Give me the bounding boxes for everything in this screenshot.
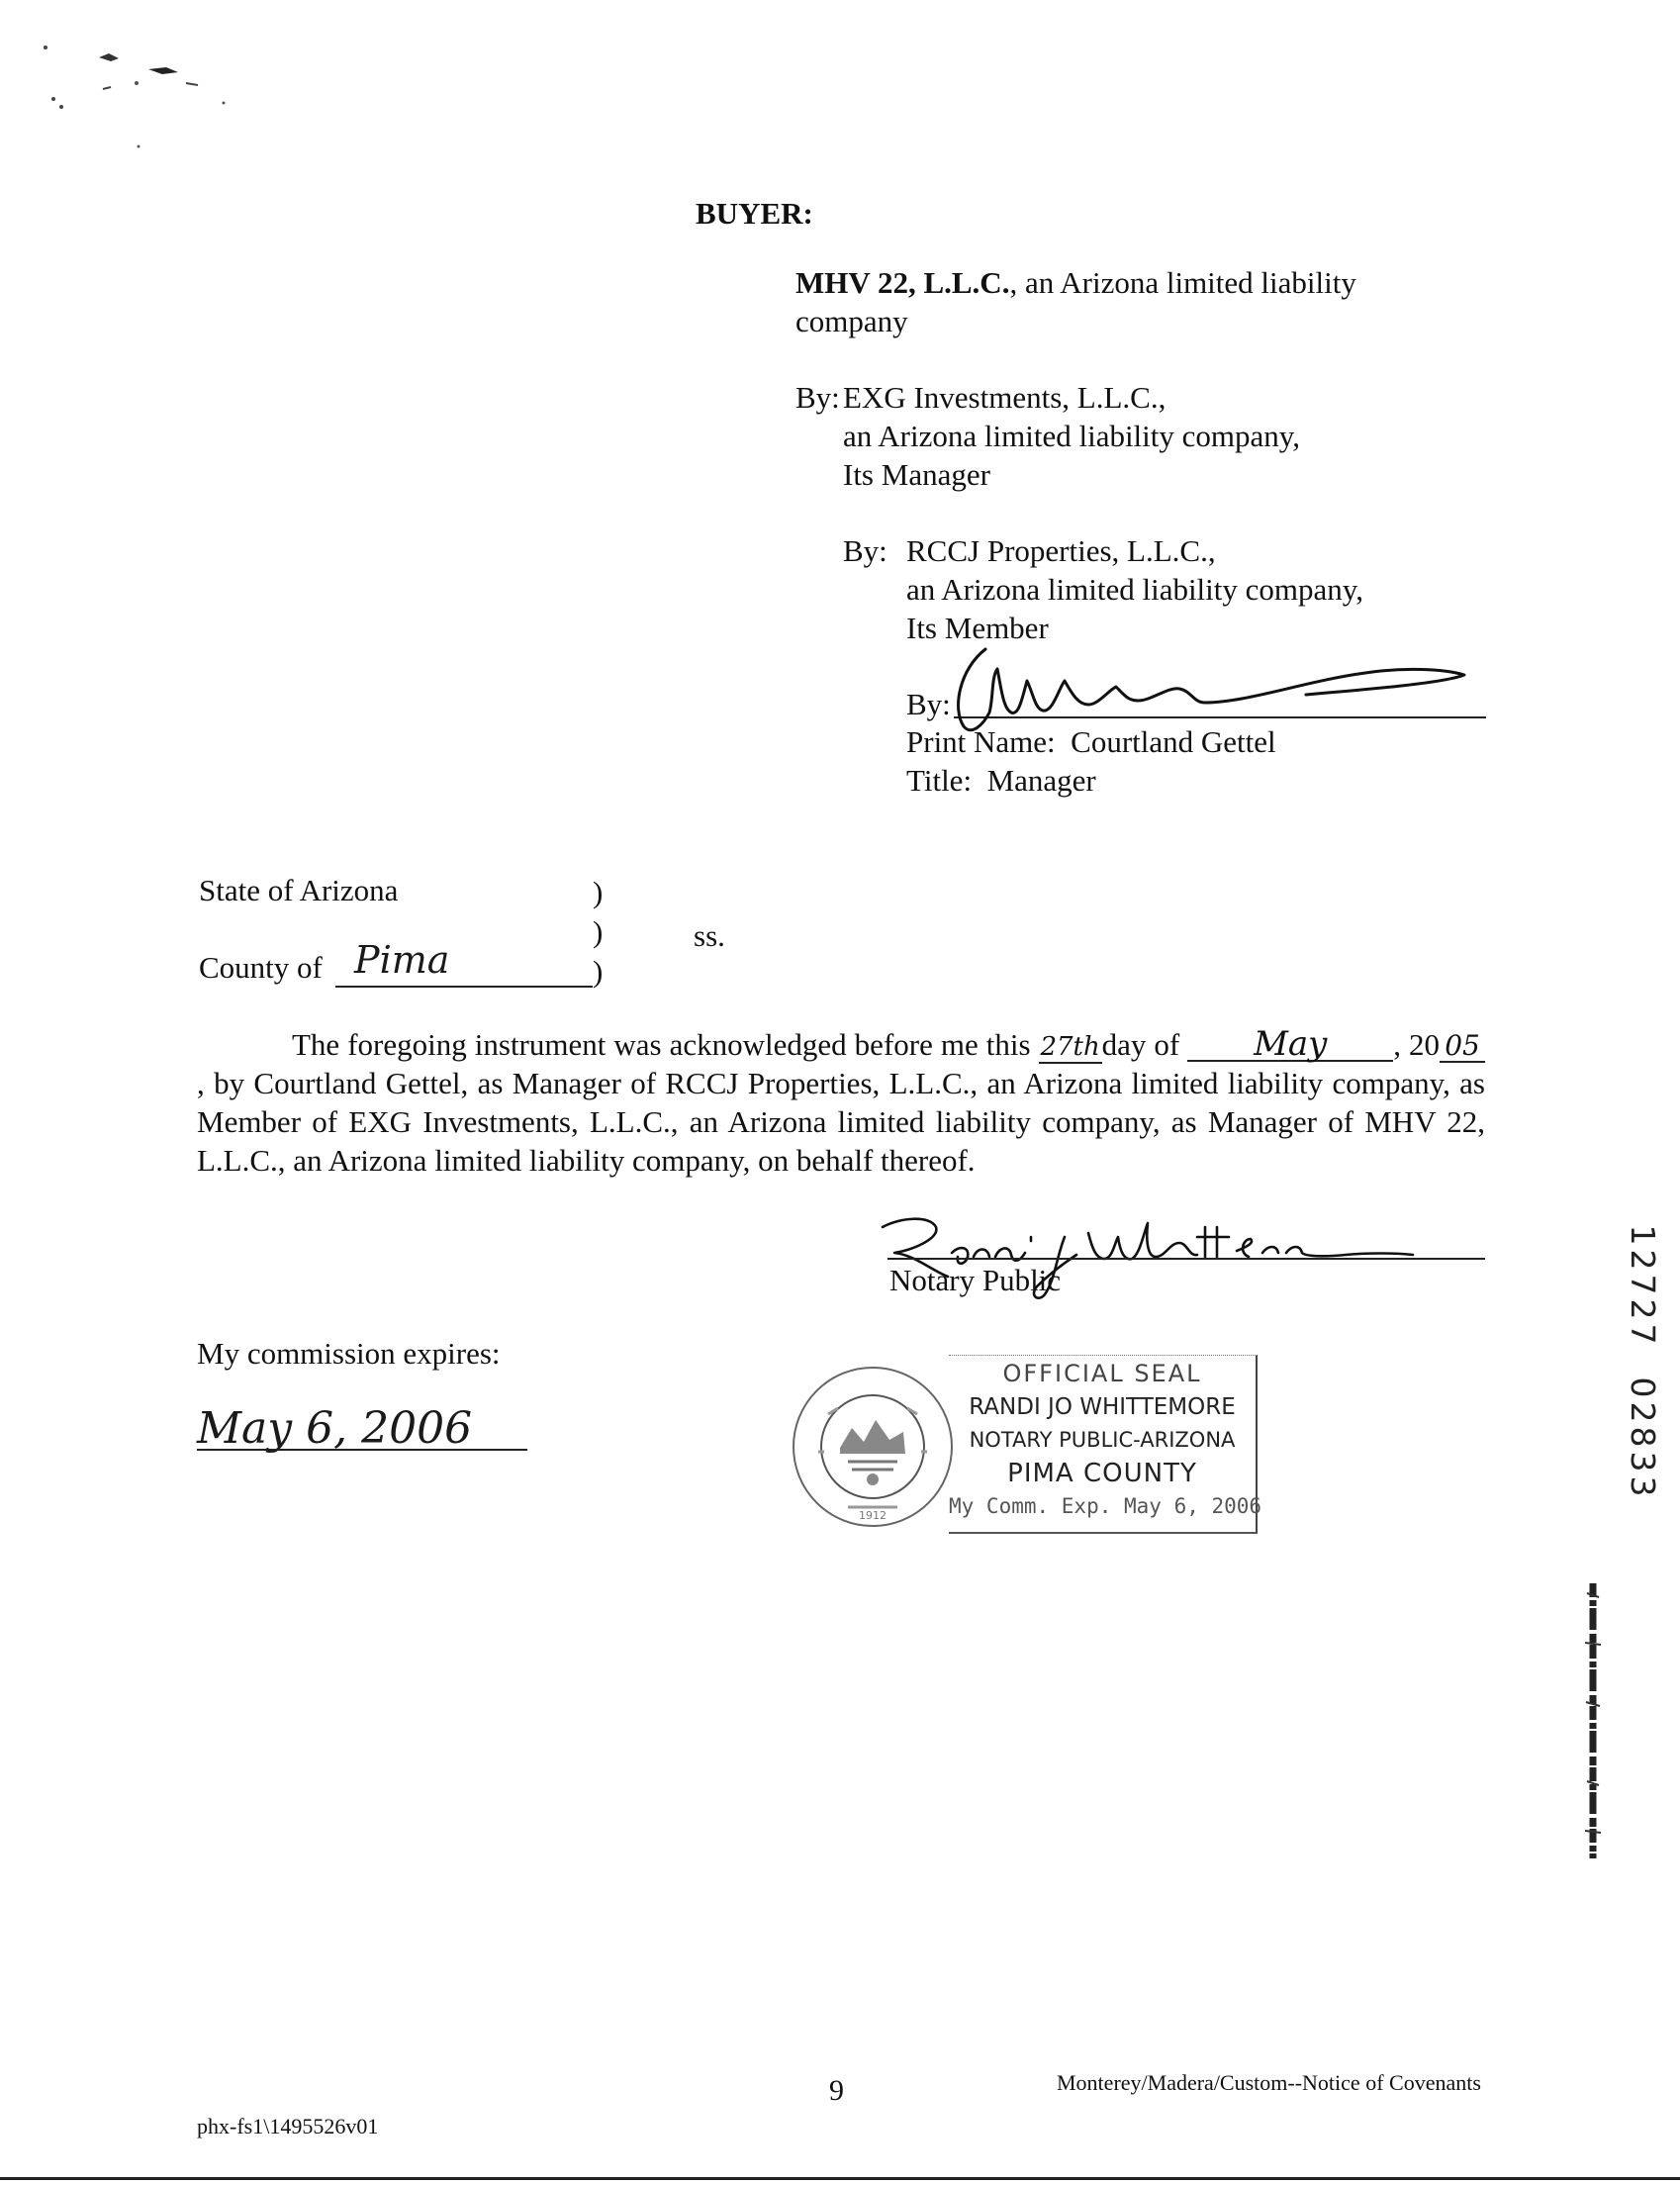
seal-line-2: RANDI JO WHITTEMORE (969, 1394, 1236, 1420)
year-handwritten: 05 (1445, 1029, 1480, 1062)
print-name-value: Courtland Gettel (1071, 724, 1276, 759)
margin-recording-number (1624, 1221, 1662, 1504)
by2-name: RCCJ Properties, L.L.C., (906, 533, 1216, 568)
seal-line-3: NOTARY PUBLIC-ARIZONA (969, 1428, 1236, 1452)
ss-label: ss. (694, 918, 725, 953)
commission-line (197, 1449, 527, 1451)
county-line (335, 986, 593, 988)
ack-part1: The foregoing instrument was acknowledged before me this (292, 1027, 1031, 1062)
title-row (906, 761, 1096, 800)
buyer-heading: BUYER: (696, 196, 813, 231)
company-line (795, 263, 1356, 302)
county-label: County of (199, 950, 323, 985)
scan-border (0, 2177, 1680, 2180)
title-value: Manager (986, 763, 1096, 798)
county-handwritten: Pima (354, 938, 450, 982)
page-number: 9 (829, 2074, 844, 2107)
by2-role: Its Member (906, 611, 1049, 645)
by1-role: Its Manager (843, 457, 990, 492)
scan-specks (40, 40, 237, 158)
state-label: State of Arizona (199, 873, 399, 907)
margin-number-part2: 02833 (1624, 1377, 1662, 1501)
svg-text:1912: 1912 (859, 1509, 887, 1522)
ack-part2: day of (1101, 1027, 1180, 1062)
title-label: Title: (906, 763, 973, 798)
edge-scan-mark (1579, 1583, 1607, 1860)
print-name-label: Print Name: (906, 724, 1056, 759)
footer-doc-title: Monterey/Madera/Custom--Notice of Covenants (1057, 2070, 1481, 2095)
year-field (1440, 1030, 1485, 1063)
day-field (1039, 1030, 1102, 1064)
ack-year-prefix: 20 (1409, 1027, 1441, 1062)
by1-desc: an Arizona limited liability company, (843, 419, 1301, 453)
month-handwritten: May (1254, 1024, 1328, 1064)
by2-desc: an Arizona limited liability company, (906, 572, 1364, 607)
by1-label: By: (795, 380, 840, 415)
commission-label: My commission expires: (197, 1336, 501, 1371)
arizona-seal-emblem (789, 1363, 957, 1531)
ack-part3: , by Courtland Gettel, as Manager of RCCJ Properties, L.L.C., an Arizona limited liability company, as Member of EXG Investments, L.L.C., an Arizona limited liability company, as Manager of MHV 22, L.L.C., an Arizona limited liability company, on behalf thereof. (197, 1066, 1485, 1178)
margin-number-part1: 12727 (1624, 1224, 1662, 1349)
paren-2: ) (593, 914, 604, 949)
commission-handwritten: May 6, 2006 (197, 1403, 473, 1454)
paren-1: ) (593, 875, 604, 909)
company-desc-line1: , an Arizona limited liability (1009, 265, 1356, 300)
by3-label: By: (906, 687, 951, 721)
official-seal-stamp (789, 1355, 1261, 1534)
ack-comma: , (1393, 1027, 1401, 1062)
seal-line-1: OFFICIAL SEAL (1002, 1360, 1202, 1387)
company-desc-line2: company (795, 304, 908, 338)
footer-doc-id: phx-fs1\1495526v01 (197, 2114, 379, 2138)
seal-line-5: My Comm. Exp. May 6, 2006 (949, 1494, 1262, 1518)
print-name-row (906, 722, 1276, 761)
seal-line-4: PIMA COUNTY (1007, 1459, 1197, 1488)
acknowledgment-paragraph (197, 1025, 1485, 1180)
seal-text-box (949, 1355, 1262, 1534)
notary-public-label: Notary Public (889, 1263, 1062, 1297)
paren-3: ) (593, 954, 604, 989)
by1-name: EXG Investments, L.L.C., (843, 380, 1167, 415)
by2-label: By: (843, 533, 887, 568)
day-handwritten: 27th (1040, 1032, 1100, 1062)
company-name: MHV 22, L.L.C. (795, 265, 1010, 300)
month-field (1187, 1024, 1393, 1064)
notary-signature-line (887, 1258, 1485, 1260)
